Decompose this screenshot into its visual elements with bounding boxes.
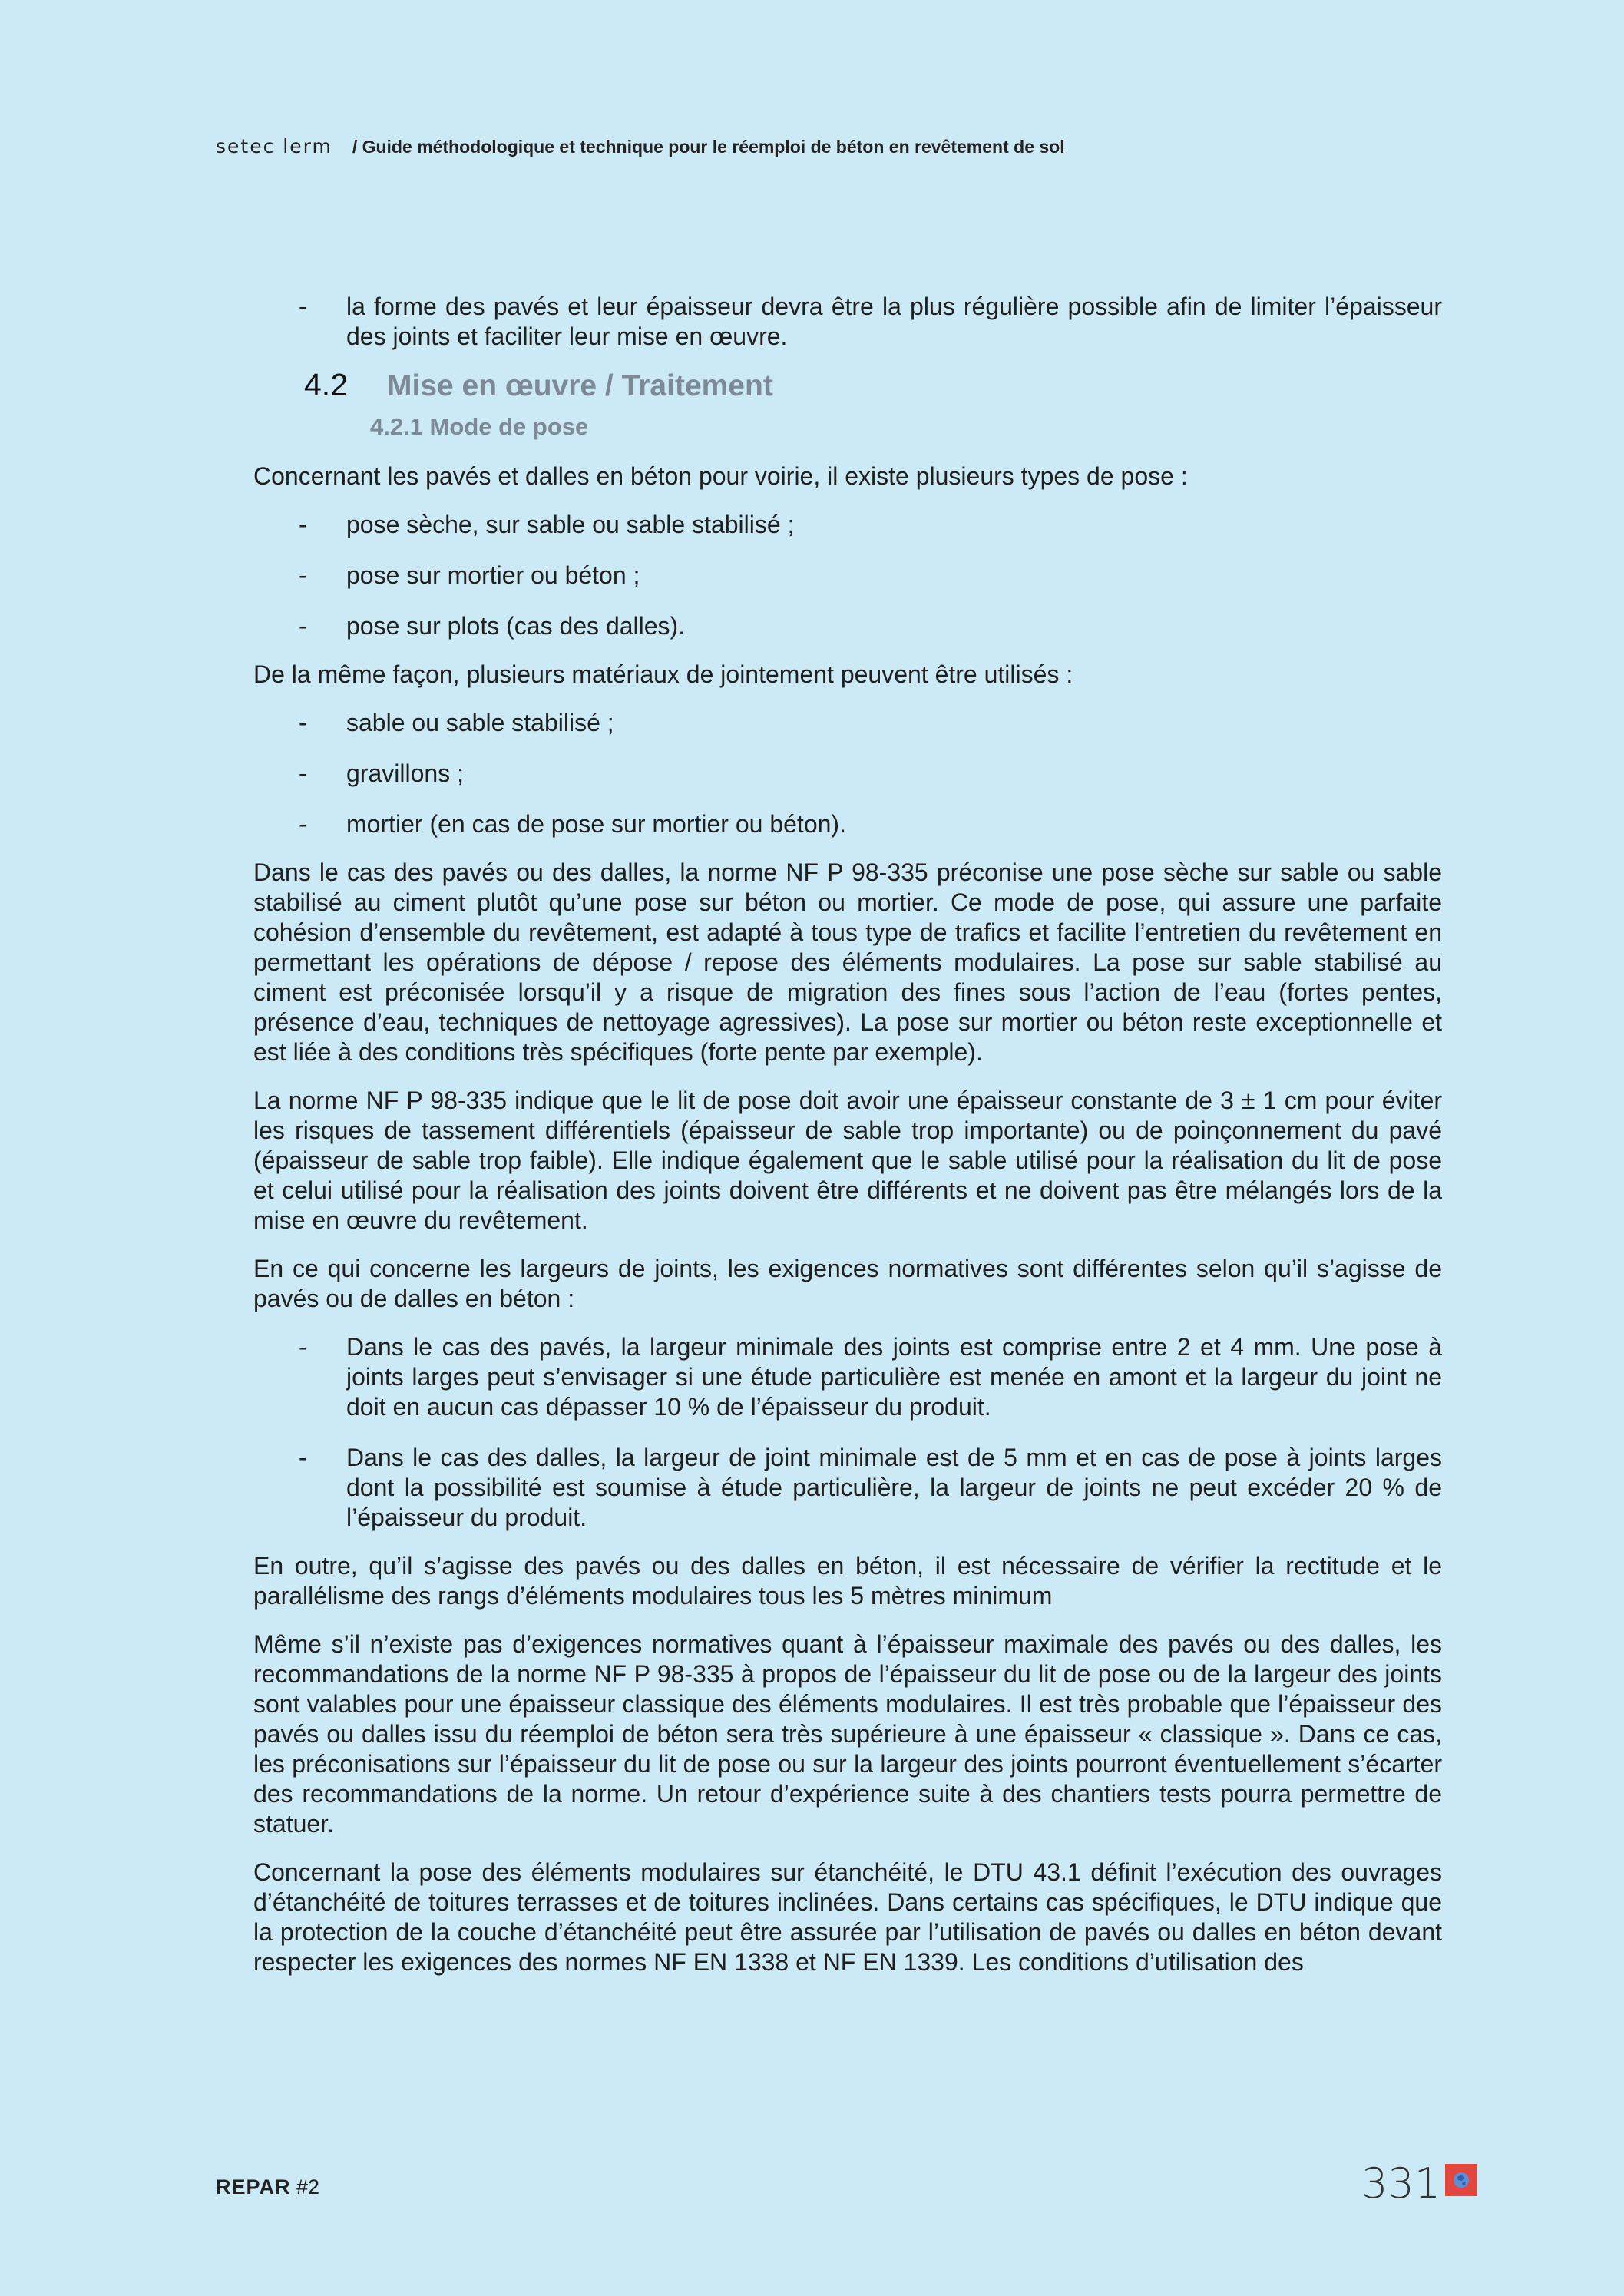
footer-publication bbox=[216, 2175, 319, 2199]
section-title: Mise en œuvre / Traitement bbox=[387, 369, 773, 402]
paragraph-lit-de-pose: La norme NF P 98-335 indique que le lit de pose doit avoir une épaisseur constante de 3 ± 1 cm pour éviter les risques de tassement différentiels (épaisseur de sable trop importante) ou de poinçonnement du pavé (épaisseur de sable trop faible). Elle indique également que le sable utilisé pour la réalisation du lit de pose et celui utilisé pour la réalisation des joints doivent être différents et ne doivent pas être mélangés lors de la mise en œuvre du revêtement. bbox=[253, 1087, 1442, 1234]
section-number: 4.2 bbox=[304, 367, 348, 402]
list-item bbox=[253, 292, 1442, 352]
paragraph-epaisseur: Même s’il n’existe pas d’exigences normatives quant à l’épaisseur maximale des pavés ou des dalles, les recommandations de la norme NF P 98-335 à propos de l’épaisseur du lit de pose ou de la largeur des joints sont valables pour une épaisseur classique des éléments modulaires. Il est très probable que l’épaisseur des pavés ou dalles issu du réemploi de béton sera très supérieure à une épaisseur « classique ». Dans ce cas, les préconisations sur l’épaisseur du lit de pose ou sur la largeur des joints pourront éventuellement s’écarter des recommandations de la norme. Un retour d’expérience suite à des chantiers tests pourra permettre de statuer. bbox=[253, 1630, 1442, 1838]
list-item bbox=[253, 1443, 1442, 1533]
list-item-text: gravillons ; bbox=[346, 759, 464, 787]
subsection-heading: 4.2.1 Mode de pose bbox=[370, 413, 589, 440]
bullet-dash: - bbox=[299, 561, 307, 589]
pose-types-list bbox=[253, 510, 1442, 641]
list-item bbox=[253, 611, 1442, 641]
list-item bbox=[253, 510, 1442, 540]
bullet-dash: - bbox=[299, 709, 307, 736]
paragraph-etancheite: Concernant la pose des éléments modulaires sur étanchéité, le DTU 43.1 définit l’exécution des ouvrages d’étanchéité de toitures terrasses et de toitures inclinées. Dans certains cas spécifiques, le DTU indique que la protection de la couche d’étanchéité peut être assurée par l’utilisation de pavés ou dalles en béton devant respecter les exigences des normes NF EN 1338 et NF EN 1339. Les conditions d’utilisation des bbox=[253, 1858, 1442, 1976]
paragraph-materials-intro: De la même façon, plusieurs matériaux de jointement peuvent être utilisés : bbox=[253, 660, 1073, 688]
list-item bbox=[253, 1332, 1442, 1422]
materials-list bbox=[253, 708, 1442, 839]
list-item-text: mortier (en cas de pose sur mortier ou béton). bbox=[346, 810, 846, 838]
list-item-text: pose sèche, sur sable ou sable stabilisé ; bbox=[346, 511, 795, 538]
page-header bbox=[216, 135, 1065, 157]
paragraph-rectitude: En outre, qu’il s’agisse des pavés ou des dalles en béton, il est nécessaire de vérifier la rectitude et le parallélisme des rangs d’éléments modulaires tous les 5 mètres minimum bbox=[253, 1552, 1442, 1610]
paragraph-joints-intro: En ce qui concerne les largeurs de joints, les exigences normatives sont différentes selon qu’il s’agisse de pavés ou de dalles en béton : bbox=[253, 1255, 1442, 1312]
bullet-dash: - bbox=[299, 293, 307, 320]
list-item-text: sable ou sable stabilisé ; bbox=[346, 709, 614, 736]
bullet-dash: - bbox=[299, 1444, 307, 1471]
list-item-text: pose sur mortier ou béton ; bbox=[346, 561, 640, 589]
bullet-dash: - bbox=[299, 759, 307, 787]
bullet-dash: - bbox=[299, 612, 307, 640]
document-title: / Guide méthodologique et technique pour le réemploi de béton en revêtement de sol bbox=[352, 137, 1065, 157]
bullet-dash: - bbox=[299, 810, 307, 838]
paragraph-pose-types-intro: Concernant les pavés et dalles en béton pour voirie, il existe plusieurs types de pose : bbox=[253, 462, 1188, 490]
repar-logo: REPAR bbox=[216, 2175, 291, 2198]
paragraph-norme: Dans le cas des pavés ou des dalles, la norme NF P 98-335 préconise une pose sèche sur sable ou sable stabilisé au ciment plutôt qu’une pose sur béton ou mortier. Ce mode de pose, qui assure une parfaite cohésion d’ensemble du revêtement, est adapté à tous type de trafics et facilite l’entretien du revêtement en permettant les opérations de dépose / repose des éléments modulaires. La pose sur sable stabilisé au ciment est préconisée lorsqu’il y a risque de migration des fines sous l’action de l’eau (fortes pentes, présence d’eau, techniques de nettoyage agressives). La pose sur mortier ou béton reste exceptionnelle et est liée à des conditions très spécifiques (forte pente par exemple). bbox=[253, 859, 1442, 1066]
page-content bbox=[253, 292, 1442, 1996]
list-item-text: la forme des pavés et leur épaisseur devra être la plus régulière possible afin de limiter l’épaisseur des joints et faciliter leur mise en œuvre. bbox=[346, 293, 1442, 350]
section-heading bbox=[304, 367, 1442, 402]
list-item-text: Dans le cas des dalles, la largeur de joint minimale est de 5 mm et en cas de pose à joints larges dont la possibilité est soumise à étude particulière, la largeur de joints ne peut excéder 20 % de l’épaisseur du produit. bbox=[346, 1444, 1442, 1531]
intro-bullet-list bbox=[253, 292, 1442, 352]
joints-list bbox=[253, 1332, 1442, 1533]
bullet-dash: - bbox=[299, 511, 307, 538]
list-item bbox=[253, 759, 1442, 789]
list-item bbox=[253, 708, 1442, 738]
page-number: 331 bbox=[1361, 2159, 1441, 2208]
list-item bbox=[253, 561, 1442, 591]
list-item-text: pose sur plots (cas des dalles). bbox=[346, 612, 686, 640]
bullet-dash: - bbox=[299, 1333, 307, 1361]
issue-number: #2 bbox=[296, 2175, 320, 2198]
repar-globe-icon bbox=[1445, 2164, 1477, 2196]
list-item-text: Dans le cas des pavés, la largeur minimale des joints est comprise entre 2 et 4 mm. Une pose à joints larges peut s’envisager si une étude particulière est menée en amont et la largeur du joint ne doit en aucun cas dépasser 10 % de l’épaisseur du produit. bbox=[346, 1333, 1442, 1421]
list-item bbox=[253, 809, 1442, 839]
brand-name: setec lerm bbox=[216, 135, 332, 157]
